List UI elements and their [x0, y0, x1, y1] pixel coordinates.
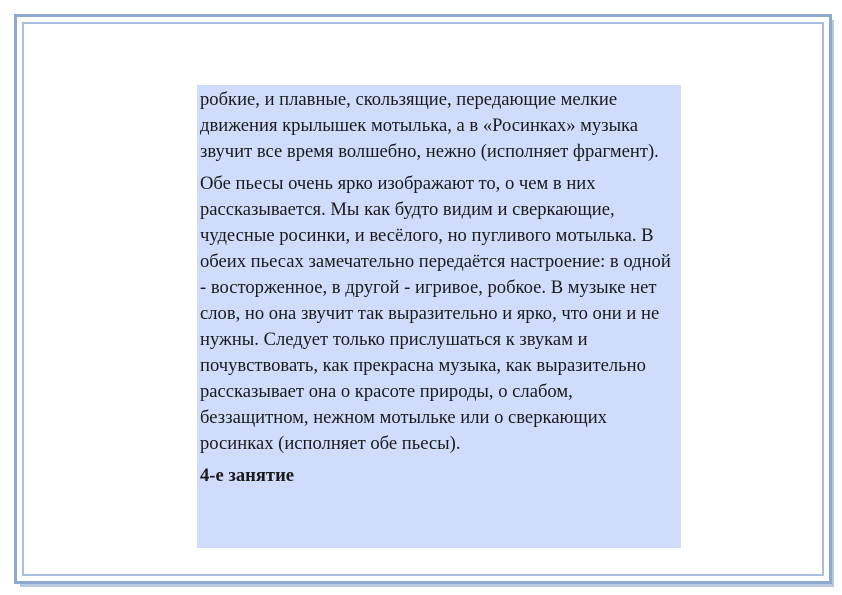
section-heading: 4-е занятие: [200, 465, 295, 486]
text-box: [197, 85, 681, 548]
paragraph-2: Обе пьесы очень ярко изображают то, о чем в них рассказывается. Мы как будто видим и сверкающие, чудесные росинки, и весёлого, но пугливого мотылька. В обеих пьесах замечательно передаётся настроение: в одной - восторженное, в другой - игривое, робкое. В музыке нет слов, но она звучит так выразительно и ярко, что они и не нужны. Следует только прислушаться к звукам и почувствовать, как прекрасна музыка, как выразительно рассказывает она о красоте природы, о слабом, беззащитном, нежном мотыльке или о сверкающих росинках (исполняет обе пьесы).: [200, 173, 671, 454]
paragraph-1: робкие, и плавные, скользящие, передающие мелкие движения крылышек мотылька, а в «Росинках» музыка звучит все время волшебно, нежно (исполняет фрагмент).: [200, 89, 659, 162]
